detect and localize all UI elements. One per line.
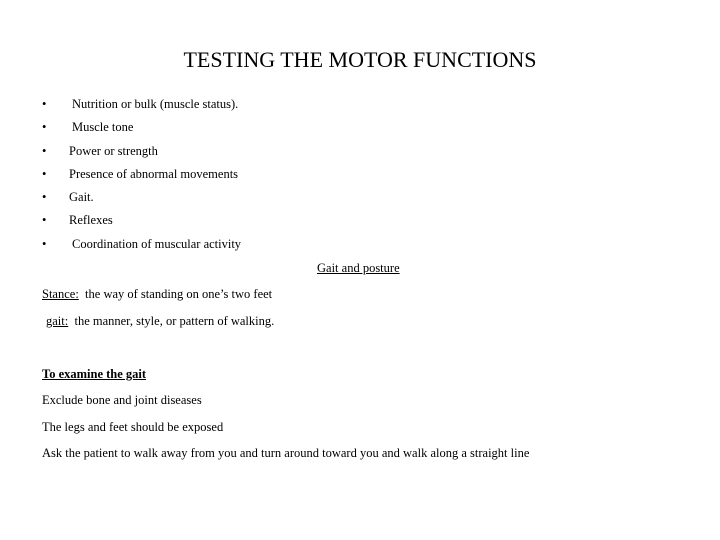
stance-definition bbox=[42, 285, 272, 303]
bullet-text: Power or strength bbox=[69, 144, 158, 158]
gait-text: the manner, style, or pattern of walking. bbox=[74, 314, 275, 328]
bullet-text: Muscle tone bbox=[72, 120, 134, 134]
exam-heading: To examine the gait bbox=[42, 367, 147, 381]
bullet-dot: • bbox=[42, 237, 47, 251]
bullet-text: Reflexes bbox=[69, 213, 113, 227]
exam-step: Exclude bone and joint diseases bbox=[42, 393, 202, 407]
bullet-dot: • bbox=[42, 97, 47, 111]
bullet-dot: • bbox=[42, 120, 47, 134]
bullet-text: Presence of abnormal movements bbox=[69, 167, 239, 181]
bullet-dot: • bbox=[42, 213, 47, 227]
gait-definition bbox=[46, 312, 274, 330]
bullet-dot: • bbox=[42, 144, 47, 158]
exam-step: Ask the patient to walk away from you and turn around toward you and walk along a straight line bbox=[42, 446, 530, 460]
gait-term: gait: bbox=[46, 314, 69, 328]
bullet-text: Nutrition or bulk (muscle status). bbox=[72, 97, 239, 111]
stance-term: Stance: bbox=[42, 287, 79, 301]
section-heading: Gait and posture bbox=[317, 261, 400, 275]
exam-step: The legs and feet should be exposed bbox=[42, 420, 224, 434]
bullet-text: Gait. bbox=[69, 190, 94, 204]
slide-title: TESTING THE MOTOR FUNCTIONS bbox=[183, 47, 537, 72]
stance-text: the way of standing on one’s two feet bbox=[85, 287, 273, 301]
bullet-dot: • bbox=[42, 167, 47, 181]
bullet-dot: • bbox=[42, 190, 47, 204]
bullet-text: Coordination of muscular activity bbox=[72, 237, 242, 251]
